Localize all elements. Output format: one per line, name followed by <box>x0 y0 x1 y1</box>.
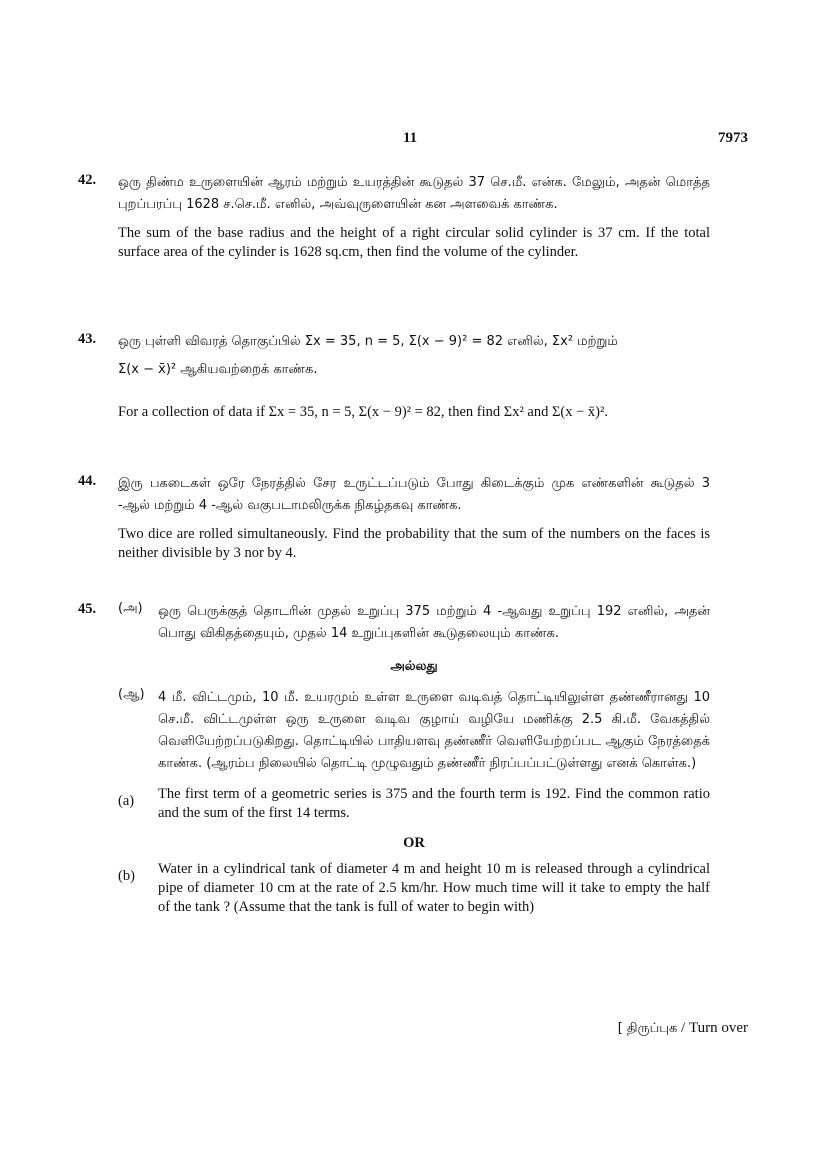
sub-question-text: Water in a cylindrical tank of diameter 4 m and height 10 m is released through a cylindrical pipe of diameter 10 cm at the rate of 2.5 km/hr. How much time will it take to empty the half of the tank ? (Assume that the tank is full of water to begin with) <box>158 861 710 915</box>
question-45 <box>78 601 710 917</box>
question-text-tamil-line1: ஒரு புள்ளி விவரத் தொகுப்பில் Σx = 35, n = 5, Σ(x − 9)² = 82 எனில், Σx² மற்றும் <box>118 334 618 349</box>
sub-question-text: ஒரு பெருக்குத் தொடரின் முதல் உறுப்பு 375 மற்றும் 4 -ஆவது உறுப்பு 192 எனில், அதன் பொது விகிதத்தையும், முதல் 14 உறுப்புகளின் கூடுதலையும் காண்க. <box>158 604 710 641</box>
question-text-english: The sum of the base radius and the height of a right circular solid cylinder is 37 cm. If the total surface area of the cylinder is 1628 sq.cm, then find the volume of the cylinder. <box>118 225 710 260</box>
turn-over-note <box>618 1020 748 1037</box>
question-number: 45. <box>78 601 97 617</box>
sub-label: (a) <box>118 793 135 809</box>
or-divider-english: OR <box>403 835 425 851</box>
question-43 <box>78 331 710 422</box>
question-text-tamil-line2: Σ(x − x̄)² ஆகியவற்றைக் காண்க. <box>118 362 318 377</box>
sub-label: (b) <box>118 868 135 884</box>
question-number: 42. <box>78 172 97 188</box>
sub-question-a-english <box>118 785 710 823</box>
sub-label: (ஆ) <box>118 687 145 702</box>
page-number: 11 <box>403 130 418 146</box>
question-text-tamil: இரு பகடைகள் ஒரே நேரத்தில் சேர உருட்டப்படும் போது கிடைக்கும் முக எண்களின் கூடுதல் 3 -ஆல் மற்றும் 4 -ஆல் வகுபடாமலிருக்க நிகழ்தகவு காண்க. <box>118 476 710 513</box>
sub-question-text: 4 மீ. விட்டமும், 10 மீ. உயரமும் உள்ள உருளை வடிவத் தொட்டியிலுள்ள தண்ணீரானது 10 செ.மீ. விட்டமுள்ள ஒரு உருளை வடிவ குழாய் வழியே மணிக்கு 2.5 கி.மீ. வேகத்தில் வெளியேற்றப்படுகிறது. தொட்டியில் பாதியளவு தண்ணீர் வெளியேற்றப்பட ஆகும் நேரத்தைக் காண்க. (ஆரம்ப நிலையில் தொட்டி முழுவதும் தண்ணீர் நிரப்பப்பட்டுள்ளது எனக் கொள்க.) <box>158 690 710 771</box>
question-42 <box>78 172 710 262</box>
question-text-english: Two dice are rolled simultaneously. Find the probability that the sum of the numbers on the faces is neither divisible by 3 nor by 4. <box>118 526 710 561</box>
question-number: 44. <box>78 473 97 489</box>
turn-over-english: / Turn over <box>677 1020 748 1036</box>
sub-question-b-english <box>118 860 710 917</box>
paper-code: 7973 <box>718 130 748 146</box>
sub-question-b-tamil <box>118 687 710 775</box>
or-divider-tamil: அல்லது <box>390 659 438 674</box>
question-number: 43. <box>78 331 97 347</box>
turn-over-tamil: [ திருப்புக <box>617 1021 678 1036</box>
sub-question-text: The first term of a geometric series is 375 and the fourth term is 192. Find the common ratio and the sum of the first 14 terms. <box>158 786 710 821</box>
sub-label: (அ) <box>118 601 143 616</box>
sub-question-a-tamil <box>118 601 710 645</box>
question-text-tamil: ஒரு திண்ம உருளையின் ஆரம் மற்றும் உயரத்தின் கூடுதல் 37 செ.மீ. என்க. மேலும், அதன் மொத்த புறப்பரப்பு 1628 ச.செ.மீ. எனில், அவ்வுருளையின் கன அளவைக் காண்க. <box>118 175 710 212</box>
question-text-english: For a collection of data if Σx = 35, n = 5, Σ(x − 9)² = 82, then find Σx² and Σ(x − x̄)². <box>118 404 608 420</box>
question-44 <box>78 473 710 563</box>
